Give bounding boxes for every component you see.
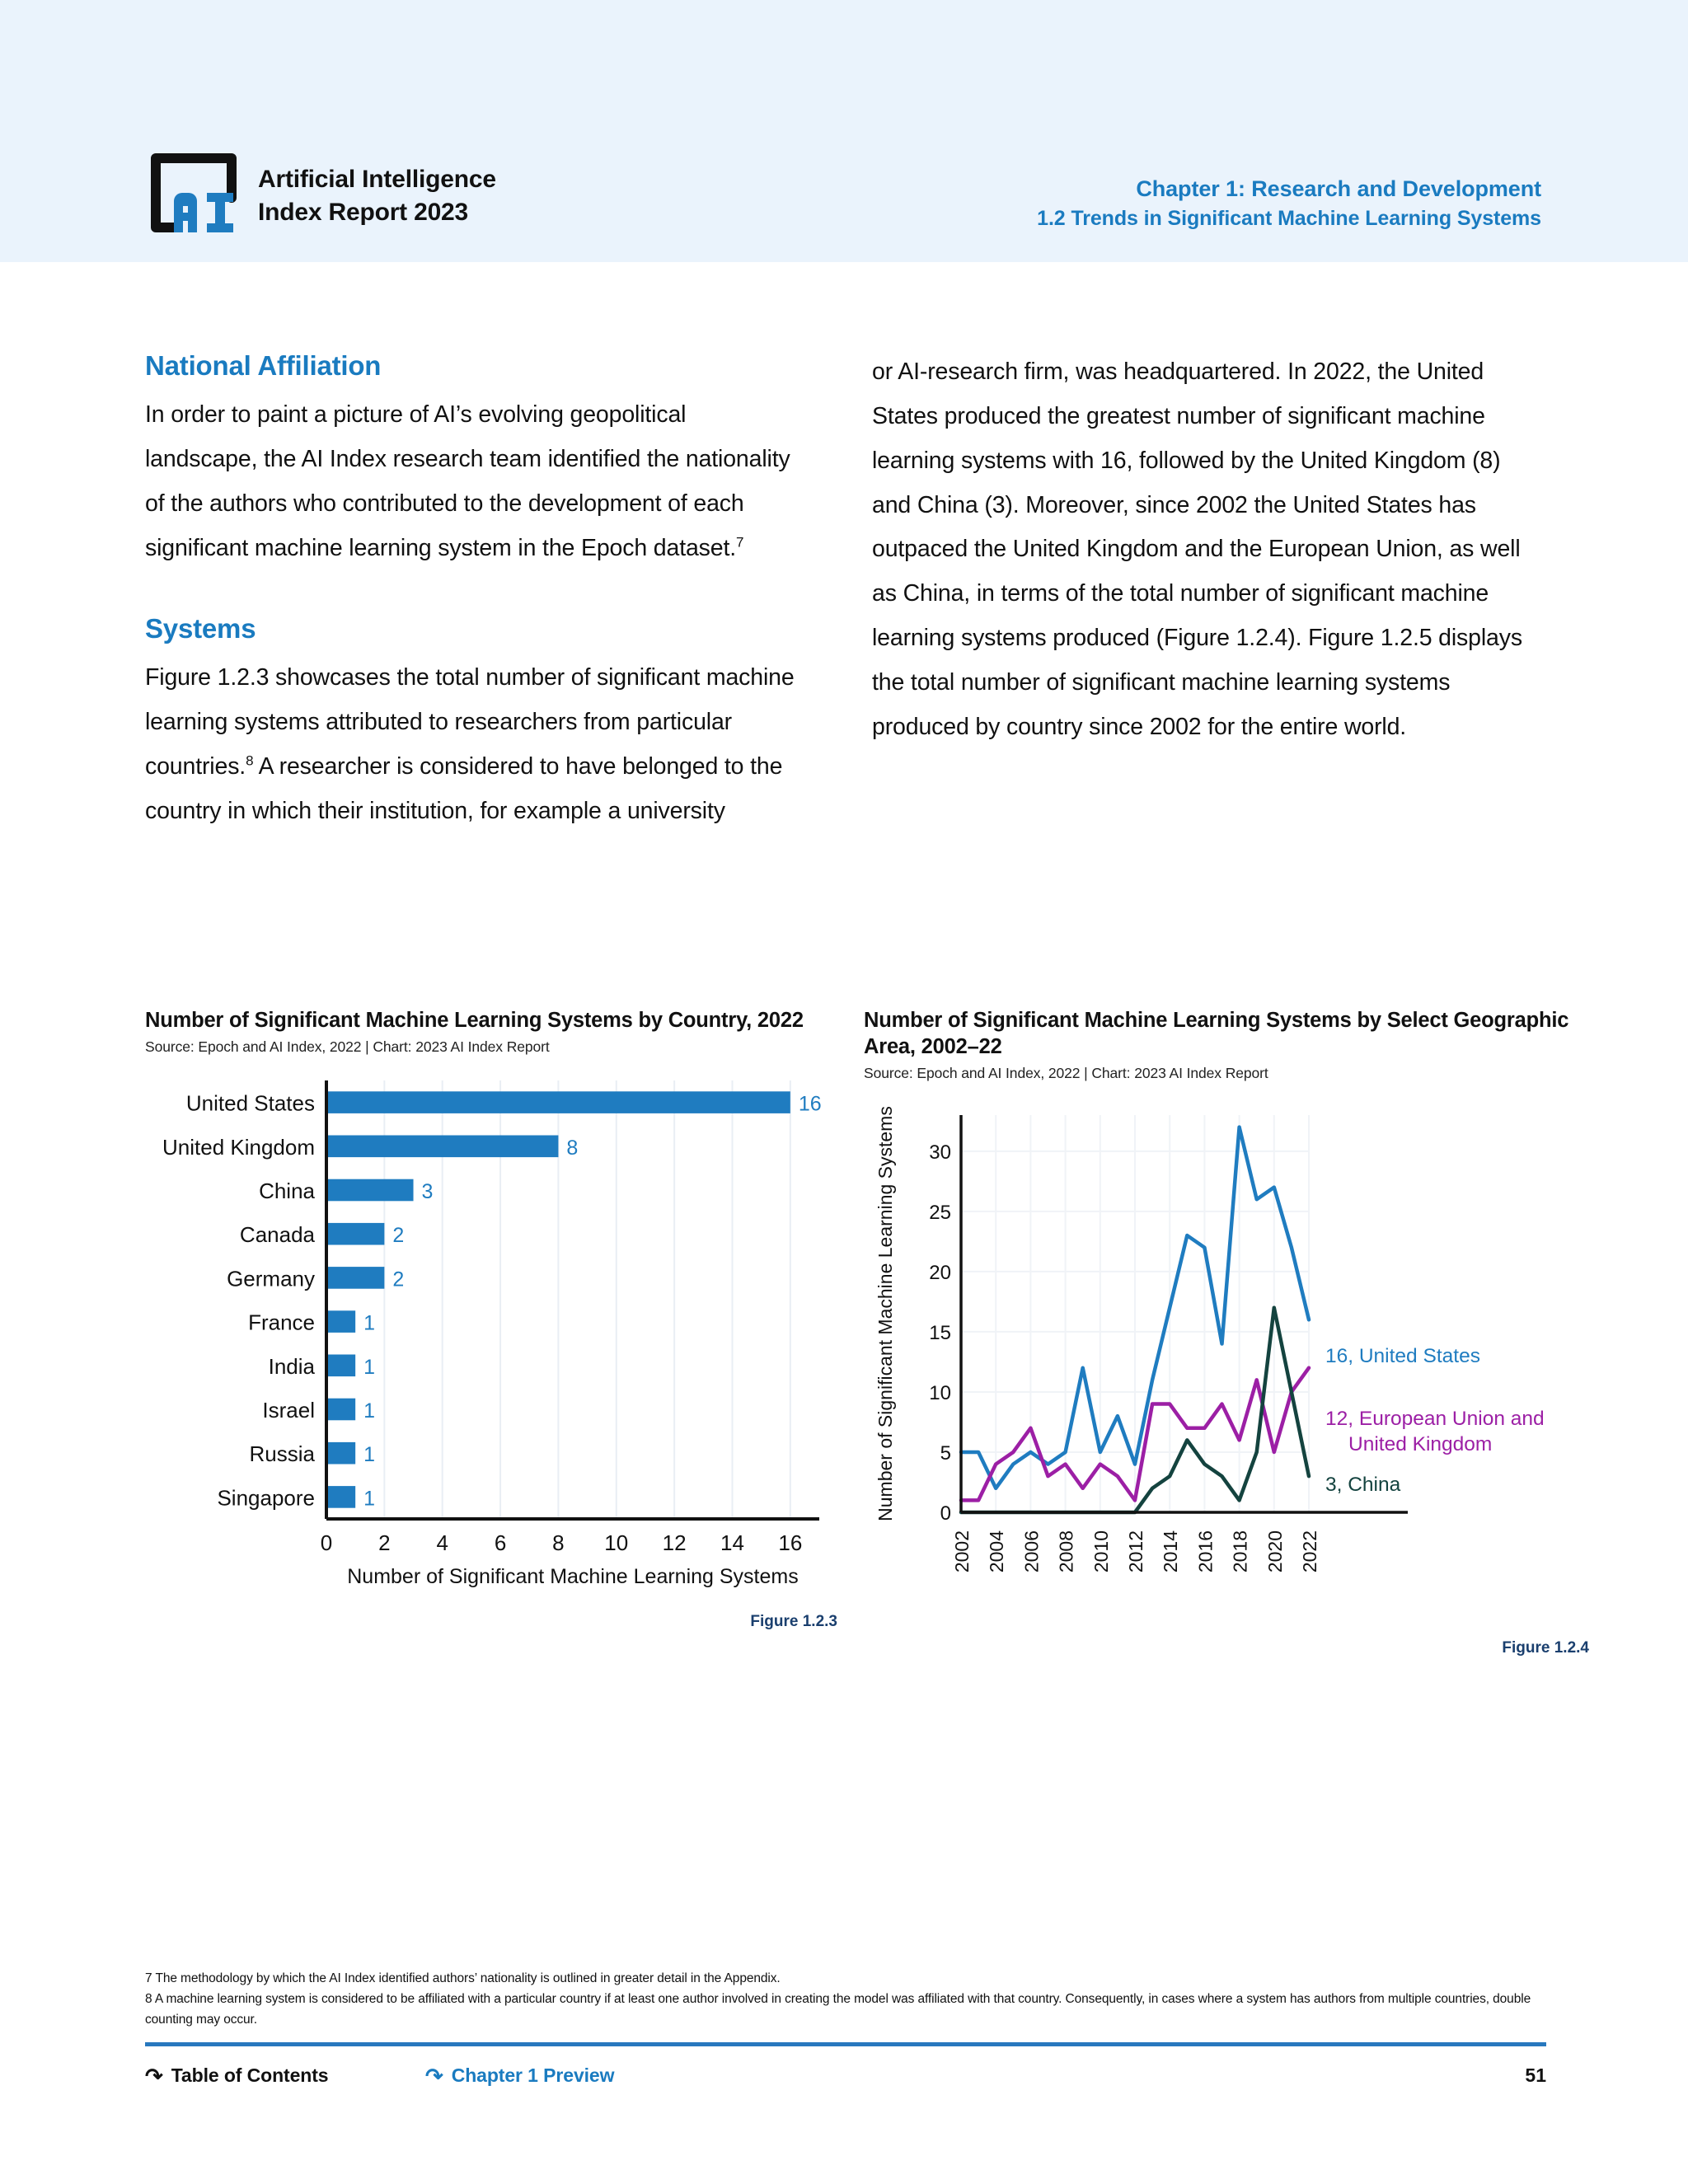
series-end-label: 12, European Union and [1325, 1408, 1545, 1431]
bar-chart [145, 1074, 837, 1601]
paragraph-systems [145, 656, 796, 833]
svg-text:10: 10 [929, 1382, 951, 1405]
right-text-column [872, 350, 1523, 750]
brand-title [258, 163, 496, 228]
paragraph-national-affiliation [145, 393, 796, 570]
svg-text:2004: 2004 [986, 1530, 1008, 1573]
series-end-label: United Kingdom [1348, 1433, 1493, 1456]
figure-right-title: Number of Significant Machine Learning Systems by Select Geographic Area, 2002–22 [864, 1009, 1569, 1059]
svg-text:12: 12 [662, 1530, 687, 1556]
svg-text:2014: 2014 [1160, 1530, 1182, 1573]
svg-text:5: 5 [940, 1442, 951, 1465]
bar-category-label: United Kingdom [162, 1134, 315, 1160]
bar-category-label: United States [185, 1090, 315, 1116]
svg-text:2022: 2022 [1299, 1530, 1320, 1573]
bar-value-label: 1 [363, 1487, 376, 1511]
svg-text:2018: 2018 [1229, 1530, 1251, 1573]
chapter-preview-link[interactable] [425, 2064, 614, 2087]
svg-text:0: 0 [320, 1530, 333, 1556]
paragraph-2a-text: Figure 1.2.3 showcases the total number of significant machine learning systems attributed to researchers from particular countries. [145, 664, 795, 780]
series-end-label: 16, United States [1325, 1345, 1480, 1368]
bar-value-label: 1 [363, 1355, 376, 1379]
bar-category-label: China [259, 1179, 315, 1204]
svg-text:2006: 2006 [1020, 1530, 1043, 1573]
footer-divider [145, 2042, 1546, 2046]
paragraph-right: or AI-research firm, was headquartered. In 2022, the United States produced the greatest number of significant machine learning systems with 16, followed by the United Kingdom (8) and China (3). Moreover, since 2002 the United States has outpaced the United Kingdom and the European Union, as well as China, in terms of the total number of significant machine learning systems produced (Figure 1.2.4). Figure 1.2.5 displays the total number of significant machine learning systems produced by country since 2002 for the entire world. [872, 359, 1522, 740]
figure-left-title: Number of Significant Machine Learning Systems by Country, 2022 [145, 1009, 804, 1032]
svg-text:4: 4 [436, 1530, 448, 1556]
paragraph-2b-text: A researcher is considered to have belonged to the country in which their institution, for example a university [145, 753, 783, 825]
table-of-contents-label: Table of Contents [171, 2064, 329, 2086]
bar-category-label: Singapore [217, 1485, 315, 1511]
svg-text:2002: 2002 [951, 1530, 973, 1573]
svg-text:15: 15 [929, 1322, 951, 1345]
footnotes [145, 1968, 1546, 2030]
chapter-preview-label: Chapter 1 Preview [451, 2064, 615, 2086]
svg-text:16: 16 [778, 1530, 803, 1556]
chapter-header [1037, 173, 1541, 234]
svg-text:8: 8 [552, 1530, 565, 1556]
figure-left-caption: Figure 1.2.3 [750, 1613, 837, 1631]
ai-index-logo [144, 147, 243, 239]
line-chart-svg [864, 1100, 1589, 1628]
svg-text:2008: 2008 [1055, 1530, 1077, 1573]
footnote-ref-7[interactable]: 7 [736, 534, 744, 551]
svg-text:Number of Significant Machine: Number of Significant Machine Learning Systems [347, 1565, 799, 1589]
footnote-ref-8[interactable]: 8 [246, 752, 254, 769]
footnote-8: 8 A machine learning system is considered to be affiliated with a particular country if at least one author involved in creating the model was affiliated with that country. Consequently, in cases where a system has authors from multiple countries, double counting may occur. [145, 1992, 1531, 2027]
bar-category-label: India [268, 1353, 315, 1379]
back-arrow-icon: ↶ [145, 2063, 163, 2088]
svg-text:10: 10 [604, 1530, 629, 1556]
figure-1-2-3 [145, 1007, 837, 1631]
bar-category-label: Israel [262, 1398, 315, 1423]
bar-value-label: 1 [363, 1311, 376, 1335]
svg-text:2020: 2020 [1264, 1530, 1286, 1573]
svg-text:25: 25 [929, 1202, 951, 1225]
bar-category-label: Germany [227, 1266, 315, 1291]
svg-text:2016: 2016 [1194, 1530, 1217, 1573]
chapter-title: Chapter 1: Research and Development [1136, 176, 1541, 201]
bar-value-label: 2 [392, 1224, 405, 1248]
figure-left-source: Source: Epoch and AI Index, 2022 | Chart: 2023 AI Index Report [145, 1038, 550, 1056]
svg-text:30: 30 [929, 1141, 951, 1165]
figure-right-source: Source: Epoch and AI Index, 2022 | Chart: 2023 AI Index Report [864, 1065, 1268, 1082]
svg-text:0: 0 [940, 1502, 951, 1526]
svg-text:6: 6 [494, 1530, 507, 1556]
svg-text:14: 14 [720, 1530, 744, 1556]
bar-category-label: Russia [249, 1441, 315, 1467]
page-number: 51 [1525, 2064, 1546, 2086]
ai-logo-mark [144, 147, 243, 239]
brand-line-2: Index Report 2023 [258, 198, 469, 226]
bar-category-label: Canada [239, 1222, 315, 1248]
svg-text:20: 20 [929, 1262, 951, 1285]
brand-line-1: Artificial Intelligence [258, 166, 496, 193]
figure-right-caption: Figure 1.2.4 [1502, 1639, 1589, 1657]
bar-value-label: 1 [363, 1399, 376, 1423]
svg-text:Number of Significant Machine: Number of Significant Machine Learning Systems [874, 1106, 896, 1522]
page-header-band [0, 0, 1688, 262]
bar-value-label: 1 [363, 1443, 376, 1467]
bar-value-label: 3 [421, 1180, 434, 1204]
section-title: 1.2 Trends in Significant Machine Learning Systems [1037, 207, 1541, 231]
left-text-column [145, 350, 796, 834]
line-chart [864, 1100, 1589, 1628]
heading-systems: Systems [145, 613, 256, 644]
heading-national-affiliation: National Affiliation [145, 350, 382, 381]
bar-value-label: 8 [566, 1136, 579, 1160]
page-footer [145, 2064, 1546, 2114]
table-of-contents-link[interactable] [145, 2064, 329, 2087]
bar-category-label: France [248, 1310, 315, 1335]
series-end-label: 3, China [1325, 1474, 1401, 1497]
figure-1-2-4 [864, 1007, 1589, 1657]
bar-chart-svg [145, 1074, 837, 1601]
bar-value-label: 2 [392, 1268, 405, 1291]
svg-text:2010: 2010 [1090, 1530, 1112, 1573]
back-arrow-icon: ↶ [425, 2063, 443, 2088]
svg-text:2: 2 [378, 1530, 391, 1556]
bar-value-label: 16 [798, 1092, 822, 1116]
footnote-7: 7 The methodology by which the AI Index identified authors’ nationality is outlined in greater detail in the Appendix. [145, 1971, 781, 1985]
svg-text:2012: 2012 [1125, 1530, 1146, 1573]
paragraph-1-text: In order to paint a picture of AI’s evolving geopolitical landscape, the AI Index research team identified the nationality of the authors who contributed to the development of each significant machine learning system in the Epoch dataset. [145, 401, 790, 561]
